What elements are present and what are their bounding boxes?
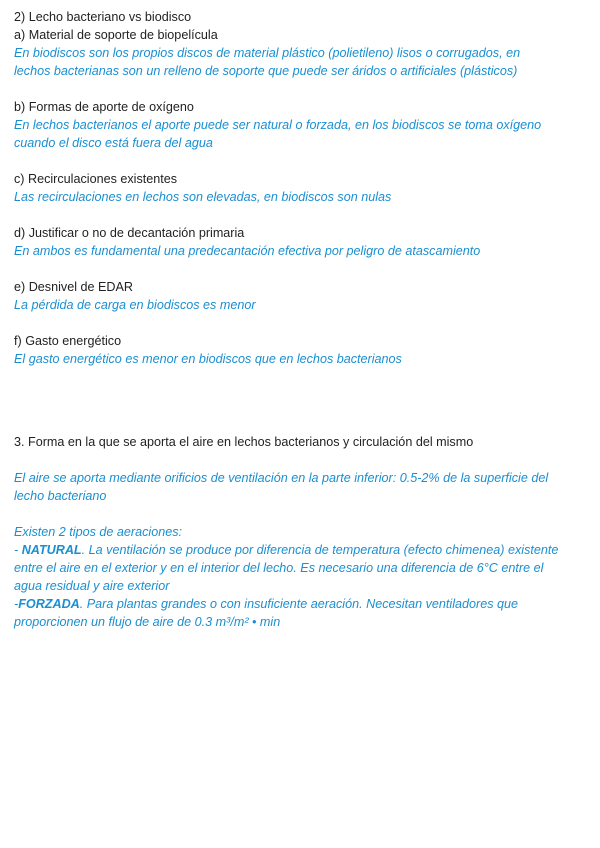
natural-prefix: - [14, 543, 22, 557]
question-c: c) Recirculaciones existentes [14, 172, 178, 186]
answer-d [14, 242, 590, 260]
answer-e [14, 296, 590, 314]
intro-line: lecho bacteriano [14, 489, 107, 503]
forzada-line-1 [14, 595, 590, 613]
answer-b-line: En lechos bacterianos el aporte puede ser natural o forzada, en los biodiscos se toma oxígeno [14, 118, 542, 132]
natural-line-1 [14, 541, 590, 559]
answer-a-line: En biodiscos son los propios discos de material plástico (polietileno) lisos o corrugados, en [14, 46, 521, 60]
answer-f [14, 350, 590, 368]
question-a: a) Material de soporte de biopelícula [14, 28, 218, 42]
intro-line: El aire se aporta mediante orificios de ventilación en la parte inferior: 0.5-2% de la superficie del [14, 471, 549, 485]
answer-a-line: lechos bacterianas son un relleno de soporte que puede ser áridos o artificiales (plásticos) [14, 64, 518, 78]
answer-d-line: En ambos es fundamental una predecantación efectiva por peligro de atascamiento [14, 244, 481, 258]
natural-text: . La ventilación se produce por diferencia de temperatura (efecto chimenea) existente [81, 543, 559, 557]
forzada-prefix: - [14, 597, 19, 611]
answer-e-line: La pérdida de carga en biodiscos es menor [14, 298, 256, 312]
question-f: f) Gasto energético [14, 334, 122, 348]
natural-line-2: entre el aire en el exterior y en el interior del lecho. Es necesario una diferencia de 6°C entre el [14, 561, 544, 575]
question-d: d) Justificar o no de decantación primaria [14, 226, 245, 240]
section-3-intro [14, 469, 590, 505]
section-3-title: 3. Forma en la que se aporta el aire en lechos bacterianos y circulación del mismo [14, 435, 474, 449]
forzada-label: FORZADA [18, 597, 80, 611]
natural-label: NATURAL [21, 543, 82, 557]
answer-a [14, 44, 590, 80]
types-heading: Existen 2 tipos de aeraciones: [14, 525, 183, 539]
answer-f-line: El gasto energético es menor en biodiscos que en lechos bacterianos [14, 352, 402, 366]
answer-c [14, 188, 590, 206]
question-b: b) Formas de aporte de oxígeno [14, 100, 194, 114]
answer-c-line: Las recirculaciones en lechos son elevadas, en biodiscos son nulas [14, 190, 392, 204]
forzada-text: . Para plantas grandes o con insuficiente aeración. Necesitan ventiladores que [79, 597, 519, 611]
section-2-title: 2) Lecho bacteriano vs biodisco [14, 10, 192, 24]
question-e: e) Desnivel de EDAR [14, 280, 133, 294]
aeration-types [14, 523, 590, 631]
answer-b [14, 116, 590, 152]
forzada-line-2: proporcionen un flujo de aire de 0.3 m³/m² • min [14, 615, 281, 629]
answer-b-line: cuando el disco está fuera del agua [14, 136, 213, 150]
natural-line-3: agua residual y aire exterior [14, 579, 170, 593]
